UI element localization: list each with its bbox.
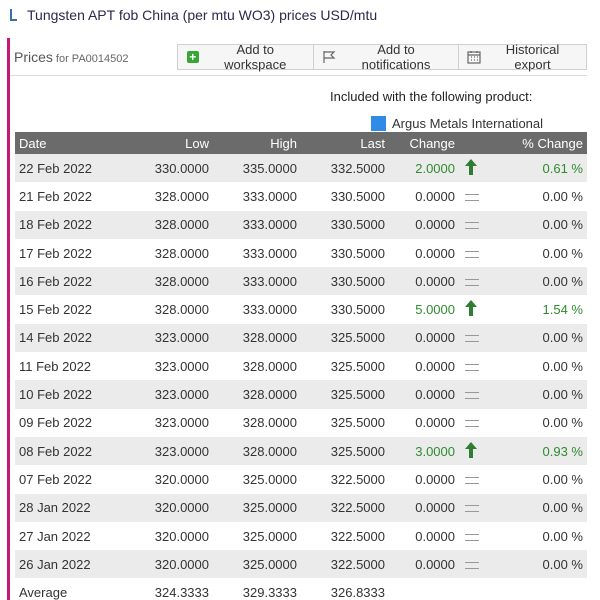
equal-icon (465, 505, 479, 512)
up-arrow-icon (465, 442, 477, 461)
cell-high: 325.0000 (242, 500, 297, 516)
table-row (15, 182, 587, 210)
cell-date: 28 Jan 2022 (19, 500, 91, 516)
cell-date: 11 Feb 2022 (19, 358, 92, 374)
cell-change: 0.0000 (415, 330, 455, 346)
plus-icon: + (186, 50, 199, 64)
cell-pct-change: 0.00 % (542, 415, 583, 431)
average-high: 329.3333 (242, 585, 297, 600)
table-row (15, 295, 587, 323)
cell-change: 0.0000 (415, 358, 455, 374)
equal-icon (465, 251, 479, 258)
prices-label: Prices (14, 49, 53, 65)
cell-last: 325.5000 (330, 330, 385, 346)
cell-indicator (459, 324, 493, 352)
cell-pct-change: 0.00 % (542, 387, 583, 403)
product-tag[interactable] (371, 115, 543, 131)
cell-date: 21 Feb 2022 (19, 188, 93, 204)
empty-cell (389, 578, 459, 600)
cell-change: 0.0000 (415, 217, 455, 233)
table-row (15, 154, 587, 182)
cell-indicator (459, 182, 493, 210)
average-last: 326.8333 (330, 585, 385, 600)
cell-high: 325.0000 (242, 556, 297, 572)
cell-high: 328.0000 (242, 330, 297, 346)
included-text: Included with the following product: (330, 89, 533, 104)
prices-toolbar (10, 38, 600, 74)
collapse-chevron-icon[interactable] (9, 8, 23, 22)
cell-change: 5.0000 (415, 302, 455, 318)
cell-last: 330.5000 (330, 217, 385, 233)
cell-pct-change: 0.93 % (542, 443, 583, 459)
table-row (15, 494, 587, 522)
cell-low: 328.0000 (154, 217, 209, 233)
cell-high: 333.0000 (242, 217, 297, 233)
cell-pct-change: 0.00 % (542, 500, 583, 516)
equal-icon (465, 194, 479, 201)
cell-low: 323.0000 (154, 415, 209, 431)
cell-low: 323.0000 (154, 387, 209, 403)
prices-table (15, 132, 587, 600)
cell-indicator (459, 522, 493, 550)
cell-date: 10 Feb 2022 (19, 387, 93, 403)
empty-cell (459, 578, 493, 600)
cell-high: 333.0000 (242, 273, 297, 289)
header-last[interactable]: Last (360, 135, 385, 151)
table-row (15, 409, 587, 437)
cell-last: 330.5000 (330, 273, 385, 289)
cell-last: 332.5000 (330, 160, 385, 176)
equal-icon (465, 562, 479, 569)
cell-pct-change: 0.00 % (542, 556, 583, 572)
cell-low: 330.0000 (154, 160, 209, 176)
cell-change: 0.0000 (415, 500, 455, 516)
cell-indicator (459, 295, 493, 323)
table-row (15, 239, 587, 267)
equal-icon (465, 420, 479, 427)
cell-indicator (459, 409, 493, 437)
cell-pct-change: 0.00 % (542, 273, 583, 289)
cell-high: 328.0000 (242, 358, 297, 374)
product-name: Argus Metals International (392, 115, 544, 131)
table-row (15, 437, 587, 465)
table-row (15, 380, 587, 408)
equal-icon (465, 279, 479, 286)
header-indicator (459, 132, 493, 154)
cell-indicator (459, 211, 493, 239)
table-row (15, 267, 587, 295)
cell-last: 322.5000 (330, 556, 385, 572)
historical-export-button[interactable] (458, 44, 587, 70)
table-row (15, 550, 587, 578)
header-pct-change[interactable]: % Change (522, 135, 583, 151)
cell-indicator (459, 154, 493, 182)
cell-high: 328.0000 (242, 443, 297, 459)
product-color-swatch (371, 116, 386, 131)
header-low[interactable]: Low (185, 135, 209, 151)
cell-indicator (459, 352, 493, 380)
table-header-row (15, 132, 587, 154)
equal-icon (465, 534, 479, 541)
cell-change: 0.0000 (415, 556, 455, 572)
cell-change: 0.0000 (415, 245, 455, 261)
cell-indicator (459, 550, 493, 578)
cell-change: 0.0000 (415, 471, 455, 487)
calendar-icon (467, 50, 481, 64)
table-row (15, 522, 587, 550)
cell-high: 328.0000 (242, 387, 297, 403)
equal-icon (465, 364, 479, 371)
cell-pct-change: 0.00 % (542, 528, 583, 544)
cell-last: 330.5000 (330, 245, 385, 261)
table-row (15, 324, 587, 352)
header-date[interactable]: Date (19, 135, 47, 151)
cell-last: 322.5000 (330, 500, 385, 516)
cell-pct-change: 0.00 % (542, 471, 583, 487)
cell-high: 328.0000 (242, 415, 297, 431)
cell-change: 0.0000 (415, 273, 455, 289)
cell-pct-change: 0.00 % (542, 330, 583, 346)
cell-date: 15 Feb 2022 (19, 302, 93, 318)
equal-icon (465, 392, 479, 399)
cell-date: 09 Feb 2022 (19, 415, 93, 431)
historical-export-label: Historical export (505, 42, 560, 72)
cell-date: 27 Jan 2022 (19, 528, 91, 544)
cell-indicator (459, 380, 493, 408)
equal-icon (465, 477, 479, 484)
cell-date: 22 Feb 2022 (19, 160, 93, 176)
table-row (15, 211, 587, 239)
cell-change: 0.0000 (415, 528, 455, 544)
cell-indicator (459, 267, 493, 295)
table-row (15, 465, 587, 493)
cell-pct-change: 0.00 % (542, 217, 583, 233)
cell-low: 328.0000 (154, 245, 209, 261)
cell-last: 325.5000 (330, 415, 385, 431)
add-to-workspace-button[interactable] (177, 44, 314, 70)
cell-low: 328.0000 (154, 302, 209, 318)
cell-low: 320.0000 (154, 471, 209, 487)
prices-panel (7, 38, 600, 600)
cell-pct-change: 0.61 % (542, 160, 583, 176)
cell-last: 325.5000 (330, 358, 385, 374)
cell-date: 08 Feb 2022 (19, 443, 93, 459)
cell-high: 333.0000 (242, 302, 297, 318)
cell-high: 335.0000 (242, 160, 297, 176)
up-arrow-icon (465, 300, 477, 319)
cell-indicator (459, 239, 493, 267)
table-row (15, 352, 587, 380)
cell-low: 328.0000 (154, 188, 209, 204)
cell-change: 0.0000 (415, 415, 455, 431)
cell-low: 320.0000 (154, 556, 209, 572)
cell-change: 0.0000 (415, 387, 455, 403)
average-row (15, 578, 587, 600)
up-arrow-icon (465, 159, 477, 178)
price-id: for PA0014502 (55, 53, 129, 65)
equal-icon (465, 222, 479, 229)
prices-table-body (15, 154, 587, 600)
cell-low: 323.0000 (154, 443, 209, 459)
cell-high: 325.0000 (242, 471, 297, 487)
average-low: 324.3333 (154, 585, 209, 600)
cell-low: 320.0000 (154, 500, 209, 516)
cell-indicator (459, 494, 493, 522)
equal-icon (465, 335, 479, 342)
flag-icon (322, 50, 336, 64)
prices-heading (14, 49, 128, 65)
cell-low: 323.0000 (154, 330, 209, 346)
toolbar-divider (10, 75, 587, 76)
cell-last: 322.5000 (330, 528, 385, 544)
cell-date: 14 Feb 2022 (19, 330, 93, 346)
add-to-notifications-button[interactable] (313, 44, 459, 70)
header-change[interactable]: Change (409, 135, 455, 151)
cell-date: 07 Feb 2022 (19, 471, 93, 487)
cell-change: 0.0000 (415, 188, 455, 204)
cell-high: 333.0000 (242, 245, 297, 261)
add-to-workspace-label: Add to workspace (224, 42, 287, 72)
cell-low: 323.0000 (154, 358, 209, 374)
cell-low: 328.0000 (154, 273, 209, 289)
page-title: Tungsten APT fob China (per mtu WO3) prices USD/mtu (27, 7, 378, 23)
cell-pct-change: 1.54 % (542, 302, 583, 318)
cell-high: 333.0000 (242, 188, 297, 204)
empty-cell (493, 578, 587, 600)
cell-indicator (459, 465, 493, 493)
cell-change: 3.0000 (415, 443, 455, 459)
cell-last: 330.5000 (330, 302, 385, 318)
cell-date: 16 Feb 2022 (19, 273, 93, 289)
cell-last: 325.5000 (330, 387, 385, 403)
header-high[interactable]: High (270, 135, 297, 151)
cell-pct-change: 0.00 % (542, 188, 583, 204)
page-header (0, 0, 600, 30)
cell-last: 322.5000 (330, 471, 385, 487)
cell-last: 330.5000 (330, 188, 385, 204)
cell-last: 325.5000 (330, 443, 385, 459)
average-label: Average (19, 585, 68, 600)
cell-date: 18 Feb 2022 (19, 217, 93, 233)
cell-indicator (459, 437, 493, 465)
cell-date: 17 Feb 2022 (19, 245, 93, 261)
cell-change: 2.0000 (415, 160, 455, 176)
cell-low: 320.0000 (154, 528, 209, 544)
cell-date: 26 Jan 2022 (19, 556, 91, 572)
add-to-notifications-label: Add to notifications (361, 42, 431, 72)
cell-pct-change: 0.00 % (542, 245, 583, 261)
cell-high: 325.0000 (242, 528, 297, 544)
cell-pct-change: 0.00 % (542, 358, 583, 374)
